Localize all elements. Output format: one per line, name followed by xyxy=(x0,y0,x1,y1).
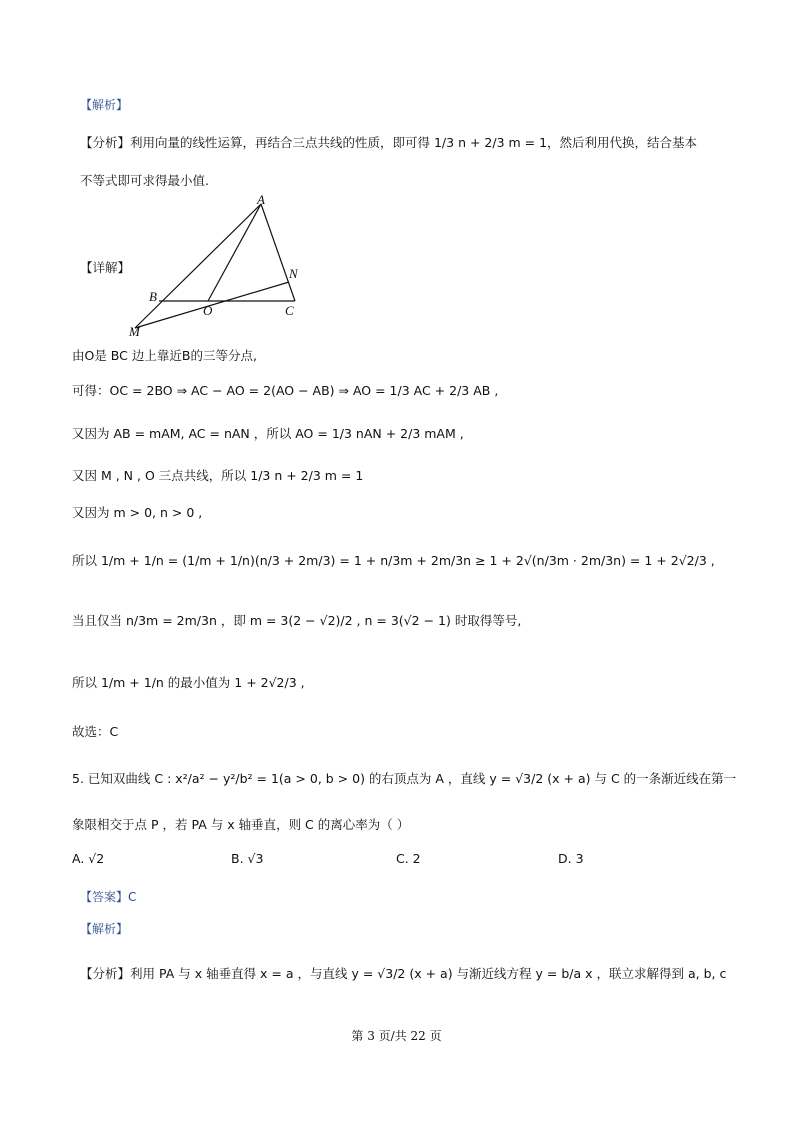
question-5-line-2: 象限相交于点 P ，若 PA 与 x 轴垂直，则 C 的离心率为（ ） xyxy=(72,817,410,832)
solution-line-1: 由O是 BC 边上靠近B的三等分点, xyxy=(72,348,257,363)
section-heading-jiexi: 【解析】 xyxy=(80,98,129,112)
solution-line-8: 所以 1/m + 1/n 的最小值为 1 + 2√2/3 , xyxy=(72,675,305,690)
line-AC xyxy=(261,204,295,301)
label-C: C xyxy=(285,303,294,318)
label-O: O xyxy=(203,303,213,318)
line-AO xyxy=(208,204,261,301)
analysis-paragraph-2: 【分析】利用 PA 与 x 轴垂直得 x = a ，与直线 y = √3/2 (x + a) 与渐近线方程 y = b/a x ，联立求解得到 a, b, c xyxy=(80,966,727,981)
detail-label: 【详解】 xyxy=(80,260,131,275)
solution-line-7: 当且仅当 n/3m = 2m/3n ，即 m = 3(2 − √2)/2 , n = 3(√2 − 1) 时取得等号, xyxy=(72,613,522,628)
option-b: B. √3 xyxy=(231,851,264,866)
option-c: C. 2 xyxy=(396,851,421,866)
label-N: N xyxy=(289,266,298,281)
option-d: D. 3 xyxy=(558,851,584,866)
option-a: A. √2 xyxy=(72,851,105,866)
analysis-paragraph-cont: 不等式即可求得最小值. xyxy=(80,173,209,188)
triangle-figure xyxy=(125,190,315,340)
label-M: M xyxy=(129,324,140,339)
analysis-text: 【分析】利用向量的线性运算，再结合三点共线的性质，即可得 1/3 n + 2/3 m = 1，然后利用代换，结合基本 xyxy=(80,135,698,150)
answer-line xyxy=(80,888,136,905)
section-heading-jiexi-2: 【解析】 xyxy=(80,922,129,936)
label-A: A xyxy=(257,192,265,207)
solution-line-3: 又因为 AB = mAM, AC = nAN ，所以 AO = 1/3 nAN + 2/3 mAM , xyxy=(72,426,464,441)
solution-line-6: 所以 1/m + 1/n = (1/m + 1/n)(n/3 + 2m/3) = 1 + n/3m + 2m/3n ≥ 1 + 2√(n/3m · 2m/3n) = 1 + 2√2/3 , xyxy=(72,553,715,568)
solution-line-2: 可得：OC = 2BO ⇒ AC − AO = 2(AO − AB) ⇒ AO = 1/3 AC + 2/3 AB , xyxy=(72,383,499,398)
solution-line-9: 故选：C xyxy=(72,724,119,739)
label-B: B xyxy=(149,289,157,304)
solution-line-5: 又因为 m > 0, n > 0 , xyxy=(72,505,203,520)
analysis-paragraph xyxy=(80,133,697,151)
question-5-line-1: 5. 已知双曲线 C : x²/a² − y²/b² = 1(a > 0, b > 0) 的右顶点为 A ，直线 y = √3/2 (x + a) 与 C 的一条渐近线在第一 xyxy=(72,771,737,786)
page-footer: 第 3 页/共 22 页 xyxy=(351,1029,442,1043)
solution-line-4: 又因 M , N , O 三点共线，所以 1/3 n + 2/3 m = 1 xyxy=(72,468,364,483)
answer-text: 【答案】C xyxy=(80,890,137,904)
